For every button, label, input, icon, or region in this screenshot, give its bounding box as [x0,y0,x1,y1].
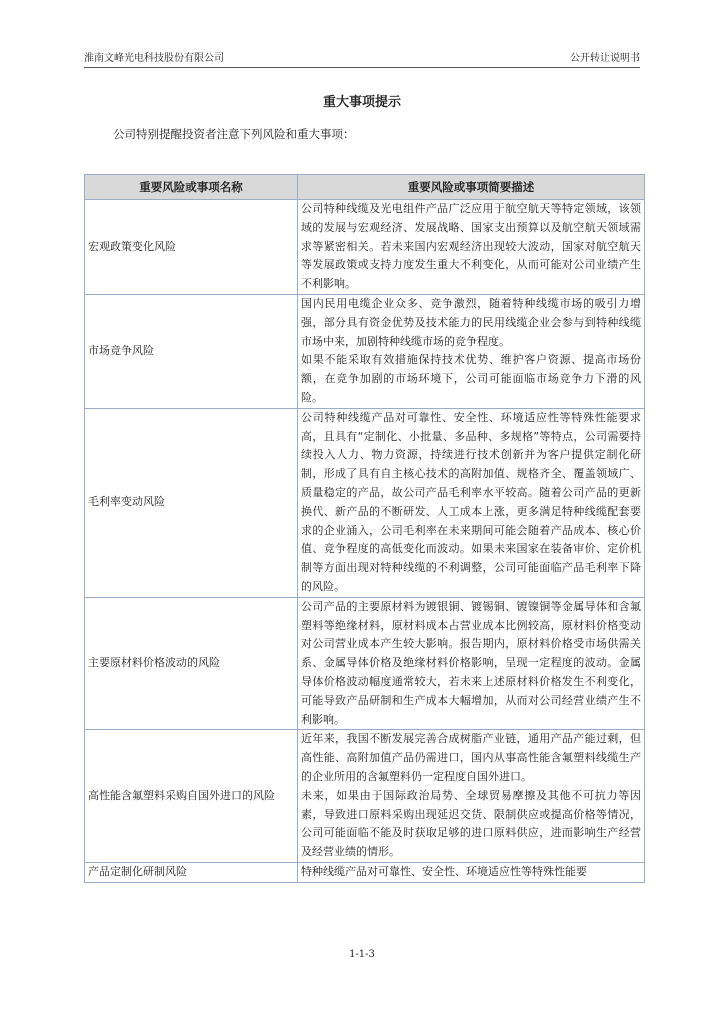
description-paragraph: 国内民用电缆企业众多、竞争激烈，随着特种线缆市场的吸引力增强，部分具有资金优势及技术能力的民用线缆企业会参与到特种线缆市场中来，加剧特种线缆市场的竞争程度。 [301,296,641,348]
risk-description [298,200,645,295]
risk-description [298,408,645,597]
table-row [85,730,645,863]
table-row [85,294,645,408]
risk-name: 高性能含氟塑料采购自国外进口的风险 [85,730,298,863]
description-paragraph: 公司产品的主要原材料为镀银铜、镀锡铜、镀镍铜等金属导体和含氟塑料等绝缘材料，原材料成本占营业成本比例较高，原材料价格变动对公司营业成本产生较大影响。报告期内，原材料价格受市场供需关系、金属导体价格及绝缘材料价格影响，呈现一定程度的波动。金属导体价格波动幅度通常较大，若未来上述原材料价格发生不利变化，可能导致产品研制和生产成本大幅增加，从而对公司经营业绩产生不利影响。 [301,599,641,726]
risk-description [298,597,645,730]
header-document-type: 公开转让说明书 [570,53,640,64]
risk-description [298,730,645,863]
description-paragraph: 如果不能采取有效措施保持技术优势、维护客户资源、提高市场份额，在竞争加剧的市场环境下，公司可能面临市场竞争力下滑的风险。 [301,353,641,404]
header-risk-name: 重要风险或事项名称 [85,175,298,200]
risk-name: 主要原材料价格波动的风险 [85,597,298,730]
table-row [85,408,645,597]
page-title: 重大事项提示 [322,95,401,110]
page-header [84,50,640,68]
description-paragraph: 公司特种线缆及光电组件产品广泛应用于航空航天等特定领域，该领域的发展与宏观经济、发展战略、国家支出预算以及航空航天领域需求等紧密相关。若未来国内宏观经济出现较大波动，国家对航空航天等发展政策或支持力度发生重大不利变化，从而可能对公司业绩产生不利影响。 [301,202,641,291]
risk-table [84,174,645,883]
table-header-row [85,175,645,200]
risk-name: 宏观政策变化风险 [85,200,298,295]
page-number: 1-1-3 [349,949,375,960]
table-row [85,862,645,882]
risk-name: 产品定制化研制风险 [85,862,298,882]
description-paragraph: 特种线缆产品对可靠性、安全性、环境适应性等特殊性能要 [301,864,587,878]
intro-text: 公司特别提醒投资者注意下列风险和重大事项： [113,127,355,141]
header-risk-description: 重要风险或事项简要描述 [298,175,645,200]
table-row [85,200,645,295]
description-paragraph: 未来，如果由于国际政治局势、全球贸易摩擦及其他不可抗力等因素，导致进口原料采购出现延迟交货、限制供应或提高价格等情况，公司可能面临不能及时获取足够的进口原料供应，进而影响生产经营及经营业绩的情形。 [301,788,641,859]
header-company-name: 淮南文峰光电科技股份有限公司 [84,53,224,64]
risk-description [298,294,645,408]
table-row [85,597,645,730]
risk-name: 市场竞争风险 [85,294,298,408]
risk-name: 毛利率变动风险 [85,408,298,597]
risk-description [298,862,645,882]
description-paragraph: 公司特种线缆产品对可靠性、安全性、环境适应性等特殊性能要求高，且具有“定制化、小批量、多品种、多规格”等特点，公司需要持续投入人力、物力资源，持续进行技术创新并为客户提供定制化研制，形成了具有自主核心技术的高附加值、规格齐全、覆盖领域广、质量稳定的产品，故公司产品毛利率水平较高。随着公司产品的更新换代、新产品的不断研发、人工成本上涨，更多满足特种线缆配套要求的企业涌入，公司毛利率在未来期间可能会随着产品成本、核心价值、竞争程度的高低变化而波动。如果未来国家在装备审价、定价机制等方面出现对特种线缆的不利调整，公司可能面临产品毛利率下降的风险。 [301,410,641,593]
description-paragraph: 近年来，我国不断发展完善合成树脂产业链，通用产品产能过剩，但高性能、高附加值产品仍需进口，国内从事高性能含氟塑料线缆生产的企业所用的含氟塑料仍一定程度自国外进口。 [301,732,641,783]
